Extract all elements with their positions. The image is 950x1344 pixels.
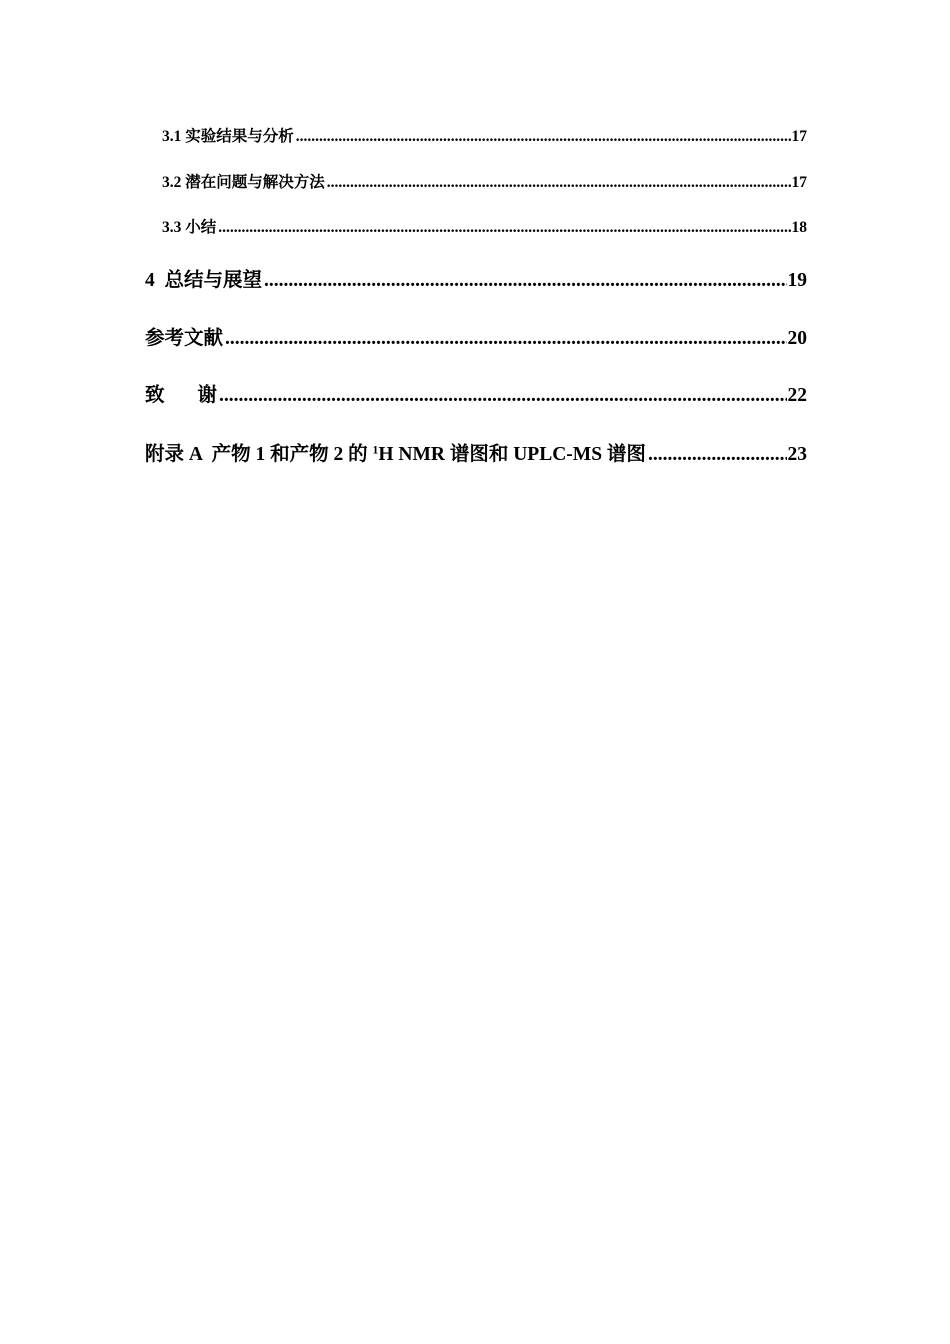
toc-entry-number: 3.1	[162, 128, 182, 145]
toc-entry-label: 总结与展望	[164, 270, 263, 291]
toc-page-number: 18	[791, 219, 807, 236]
toc-page-number: 23	[787, 444, 807, 465]
toc-entry-title	[162, 124, 294, 146]
toc-dot-leader	[219, 385, 786, 407]
toc-dot-leader	[225, 328, 786, 350]
toc-page-number: 19	[787, 270, 807, 291]
toc-dot-leader	[264, 270, 786, 292]
toc-entry-title	[145, 379, 217, 407]
toc-entry-3-3[interactable]	[162, 215, 807, 237]
toc-entry-number: 4	[145, 270, 155, 291]
toc-entry-title	[145, 264, 262, 292]
toc-page-number: 17	[791, 128, 807, 145]
toc-entry-number: 3.3	[162, 219, 182, 236]
toc-entry-label-continued: H NMR 谱图和 UPLC-MS 谱图	[378, 444, 646, 465]
toc-entry-label: 潜在问题与解决方法	[185, 174, 325, 191]
toc-entry-references[interactable]	[145, 322, 807, 350]
toc-page-number: 22	[787, 385, 807, 406]
toc-page-number: 20	[787, 328, 807, 349]
toc-dot-leader	[218, 219, 790, 237]
toc-entry-superscript: 1	[372, 443, 379, 457]
toc-entry-label: 小结	[185, 219, 217, 236]
toc-entry-3-2[interactable]	[162, 170, 807, 192]
toc-entry-label-part2: 谢	[197, 385, 218, 406]
toc-entry-4[interactable]	[145, 264, 807, 292]
toc-dot-leader	[648, 444, 787, 466]
toc-entry-title	[162, 170, 325, 192]
toc-entry-title	[162, 215, 216, 237]
toc-entry-title	[145, 438, 646, 466]
toc-dot-leader	[327, 174, 791, 192]
toc-entry-3-1[interactable]	[162, 124, 807, 146]
toc-dot-leader	[296, 128, 791, 146]
toc-entry-acknowledgements[interactable]	[145, 379, 807, 407]
toc-entry-label-part1: 致	[145, 385, 165, 406]
toc-page-number: 17	[791, 174, 807, 191]
toc-entry-label: 附录 A 产物 1 和产物 2 的	[145, 444, 373, 465]
toc-entry-appendix-a[interactable]	[145, 438, 807, 466]
toc-entry-number: 3.2	[162, 174, 182, 191]
toc-entry-label: 参考文献	[145, 328, 224, 349]
toc-entry-label: 实验结果与分析	[185, 128, 294, 145]
